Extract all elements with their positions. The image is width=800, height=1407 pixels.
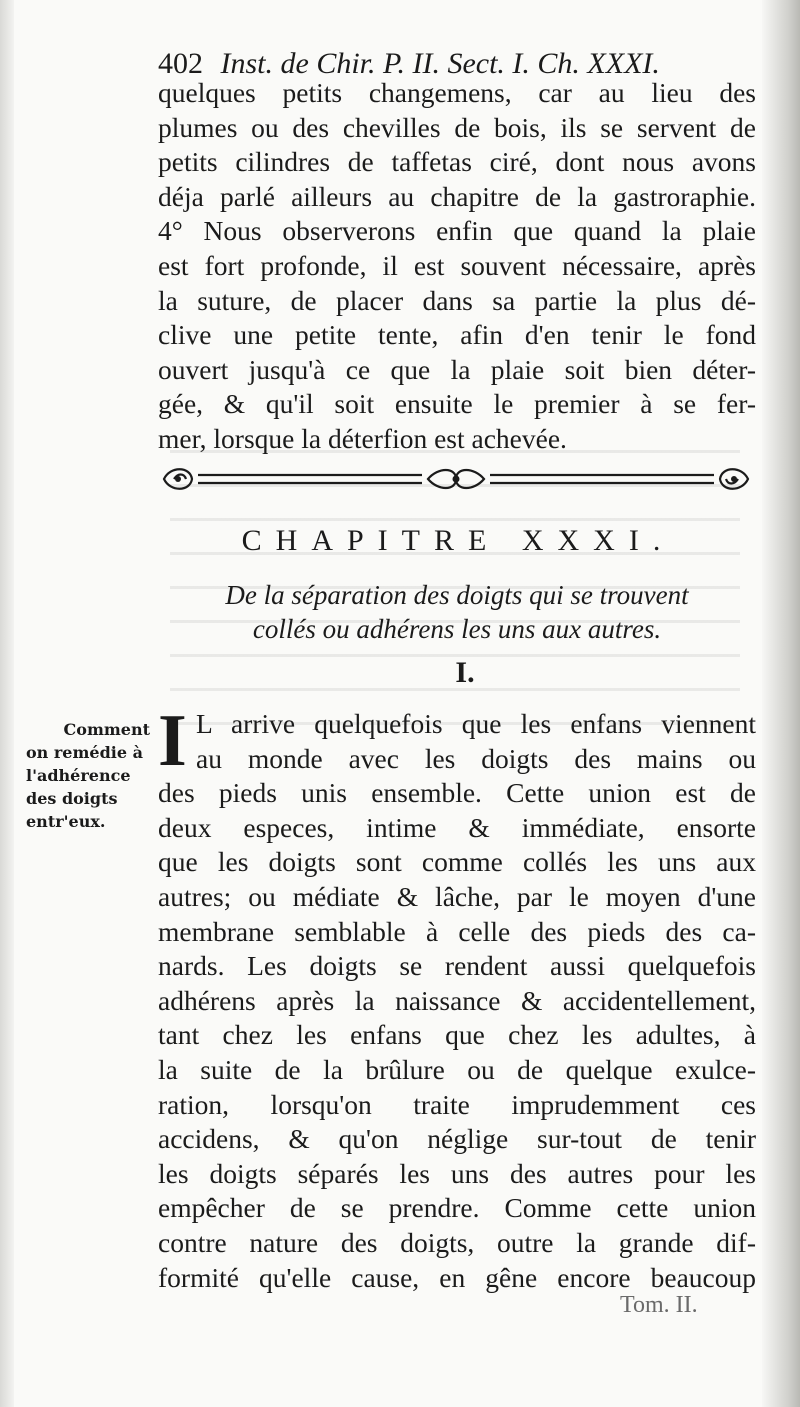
text-line: la suite de la brûlure ou de quelque exulce-: [158, 1053, 756, 1085]
text-line: contre nature des doigts, outre la grande dif-: [158, 1226, 756, 1258]
page-left-edge: [0, 0, 14, 1407]
signature-mark: Tom. II.: [620, 1292, 698, 1318]
text-line: deux especes, intime & immédiate, ensorte: [158, 811, 756, 843]
ornamental-divider: [160, 464, 752, 494]
running-head-title: Inst. de Chir. P. II. Sect. I. Ch. XXXI.: [220, 47, 660, 80]
section-number: I.: [455, 656, 475, 689]
text-line: est fort profonde, il est souvent nécessaire, après: [158, 249, 756, 281]
chapter-title: CHAPITRE XXXI.: [241, 524, 675, 557]
text-line: formité qu'elle cause, en gêne encore beaucoup: [158, 1261, 756, 1293]
text-line: accidens, & qu'on néglige sur-tout de tenir: [158, 1123, 756, 1155]
page-right-edge: [762, 0, 800, 1407]
text-line: autres; ou médiate & lâche, par le moyen d'une: [158, 880, 756, 912]
text-line: au monde avec les doigts des mains ou: [196, 742, 756, 774]
text-line: la suture, de placer dans sa partie la plus dé-: [158, 284, 756, 316]
margin-note-line: des doigts: [26, 789, 118, 808]
text-line: les doigts séparés les uns des autres pour les: [158, 1157, 756, 1189]
text-line: des pieds unis ensemble. Cette union est de: [158, 777, 756, 809]
text-line: ration, lorsqu'on traite imprudemment ces: [158, 1088, 756, 1120]
page-number: 402: [158, 47, 203, 80]
text-line: tant chez les enfans que chez les adultes, à: [158, 1019, 756, 1051]
subtitle-line: collés ou adhérens les uns aux autres.: [252, 614, 662, 644]
text-line: adhérens après la naissance & accidentellement,: [158, 984, 756, 1016]
text-line: plumes ou des chevilles de bois, ils se servent de: [158, 111, 756, 143]
top-paragraph: [158, 76, 756, 457]
margin-note-line: entr'eux.: [26, 812, 106, 831]
subtitle-line: De la séparation des doigts qui se trouvent: [225, 580, 689, 610]
text-line: 4° Nous observerons enfin que quand la plaie: [158, 215, 756, 247]
text-line: empêcher de se prendre. Comme cette union: [158, 1192, 756, 1224]
chapter-subtitle: [158, 578, 756, 646]
text-line: petits cilindres de taffetas ciré, dont nous avons: [158, 146, 756, 178]
text-line: déja parlé ailleurs au chapitre de la gastroraphie.: [158, 180, 756, 212]
text-line: clive une petite tente, afin d'en tenir le fond: [158, 319, 756, 351]
text-line: membrane semblable à celle des pieds des ca-: [158, 915, 756, 947]
text-line: que les doigts sont comme collés les uns aux: [158, 846, 756, 878]
margin-note-line: l'adhérence: [26, 766, 131, 785]
text-line: gée, & qu'il soit ensuite le premier à se fer-: [158, 388, 756, 420]
margin-note: [26, 718, 156, 833]
text-line: ouvert jusqu'à ce que la plaie soit bien déter-: [158, 353, 756, 385]
drop-capital: I: [158, 700, 187, 782]
text-line: mer, lorsque la déterfion est achevée.: [158, 422, 567, 454]
text-line: quelques petits changemens, car au lieu des: [158, 77, 756, 108]
main-paragraph: [158, 700, 756, 1295]
margin-note-line: Comment: [63, 720, 150, 739]
text-line: nards. Les doigts se rendent aussi quelquefois: [158, 950, 756, 982]
text-line: L arrive quelquefois que les enfans viennent: [196, 708, 756, 739]
margin-note-line: on remédie à: [26, 743, 143, 762]
